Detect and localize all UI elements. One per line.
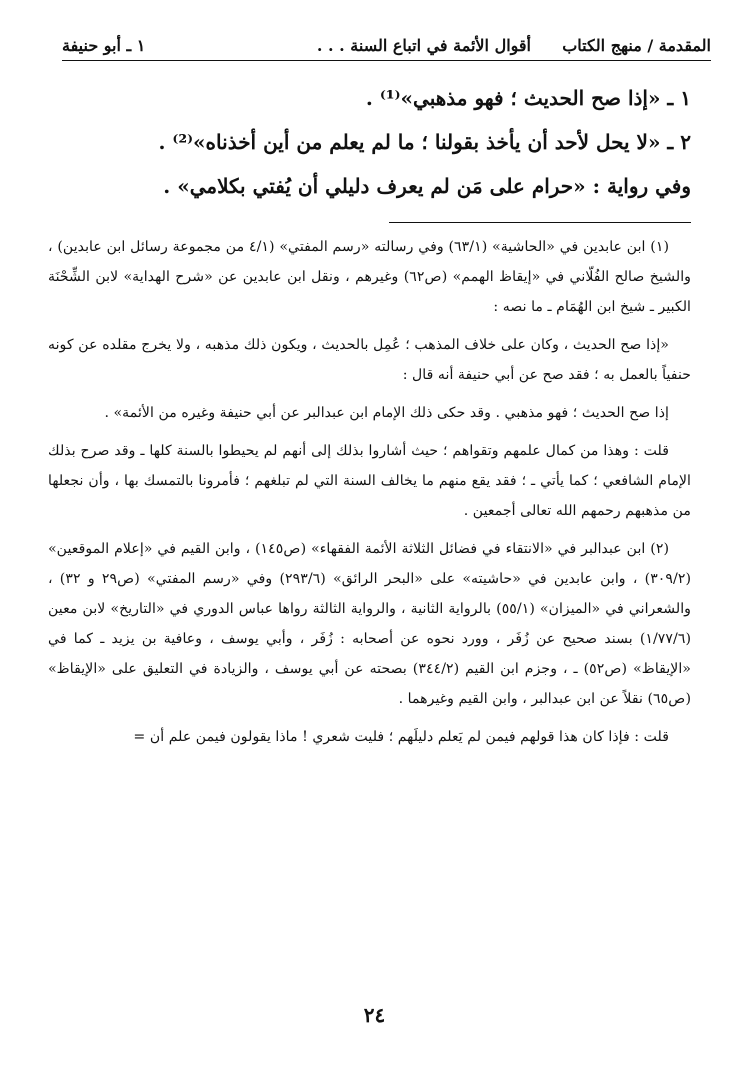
quote-line-1: ١ ـ «إذا صح الحديث ؛ فهو مذهبي»⁽¹⁾ .: [365, 86, 691, 110]
header-subsection: ١ ـ أبو حنيفة: [62, 36, 146, 55]
footnote-1-quote-continued: إذا صح الحديث ؛ فهو مذهبي . وقد حكى ذلك الإمام ابن عبدالبر عن أبي حنيفة وغيره من الأئمة» .: [104, 405, 669, 421]
footnote-1-comment: قلت : وهذا من كمال علمهم وتقواهم ؛ حيث أشاروا بذلك إلى أنهم لم يحيطوا بالسنة كلها ـ وقد صرح بذلك الإمام الشافعي ؛ كما يأتي ـ ؛ فقد يقع منهم ما يخالف السنة التي لم تبلغهم ؛ فأمرونا بالتمسك بها ، وأن نجعلها من مذهبهم رحمهم الله تعالى أجمعين .: [48, 443, 691, 519]
page-number: ٢٤: [363, 1003, 386, 1027]
footnotes: [48, 232, 691, 760]
main-text: [60, 76, 691, 208]
footnote-separator: [389, 222, 691, 223]
header-chapter: المقدمة / منهج الكتاب: [562, 36, 711, 55]
footnote-2-comment: قلت : فإذا كان هذا قولهم فيمن لم يَعلم دليلَهم ؛ فليت شعري ! ماذا يقولون فيمن علم أن =: [133, 729, 669, 745]
footnote-1-quote: «إذا صح الحديث ، وكان على خلاف المذهب ؛ عُمِل بالحديث ، ويكون ذلك مذهبه ، ولا يخرج مقلده عن كونه حنفياً بالعمل به ؛ فقد صح عن أبي حنيفة أنه قال :: [48, 337, 691, 383]
quote-line-3: وفي رواية : «حرام على مَن لم يعرف دليلي أن يُفتي بكلامي» .: [163, 174, 691, 198]
running-header: [62, 34, 711, 61]
footnote-2: (٢) ابن عبدالبر في «الانتقاء في فضائل الثلاثة الأئمة الفقهاء» (ص١٤٥) ، وابن القيم في «إعلام الموقعين» (٣٠٩/٢) ، وابن عابدين في «حاشيته» على «البحر الرائق» (٢٩٣/٦) وفي «رسم المفتي» (ص٢٩ و ٣٢) ، والشعراني في «الميزان» (٥٥/١) بالرواية الثانية ، والرواية الثالثة رواها عباس الدوري في «التاريخ» لابن معين (١/٧٧/٦) بسند صحيح عن زُفَر ، وورد نحوه عن أصحابه : زُفَر ، وأبي يوسف ، وعافية بن يزيد ـ كما في «الإيقاظ» (ص٥٢) ـ ، وجزم ابن القيم (٣٤٤/٢) بصحته عن أبي يوسف ، والزيادة في التعليق على «الإيقاظ» (ص٦٥) نقلاً عن ابن عبدالبر ، وابن القيم وغيرهما .: [48, 541, 691, 707]
header-section: أقوال الأئمة في اتباع السنة . . .: [316, 36, 531, 55]
footnote-1: (١) ابن عابدين في «الحاشية» (٦٣/١) وفي رسالته «رسم المفتي» (٤/١ من مجموعة رسائل ابن عابدين) ، والشيخ صالح الفُلّاني في «إيقاظ الهمم» (ص٦٢) وغيرهم ، ونقل ابن عابدين عن «شرح الهداية» لابن الشِّحْنَة الكبير ـ شيخ ابن الهُمَام ـ ما نصه :: [48, 239, 691, 315]
quote-line-2: ٢ ـ «لا يحل لأحد أن يأخذ بقولنا ؛ ما لم يعلم من أين أخذناه»⁽²⁾ .: [158, 130, 691, 154]
